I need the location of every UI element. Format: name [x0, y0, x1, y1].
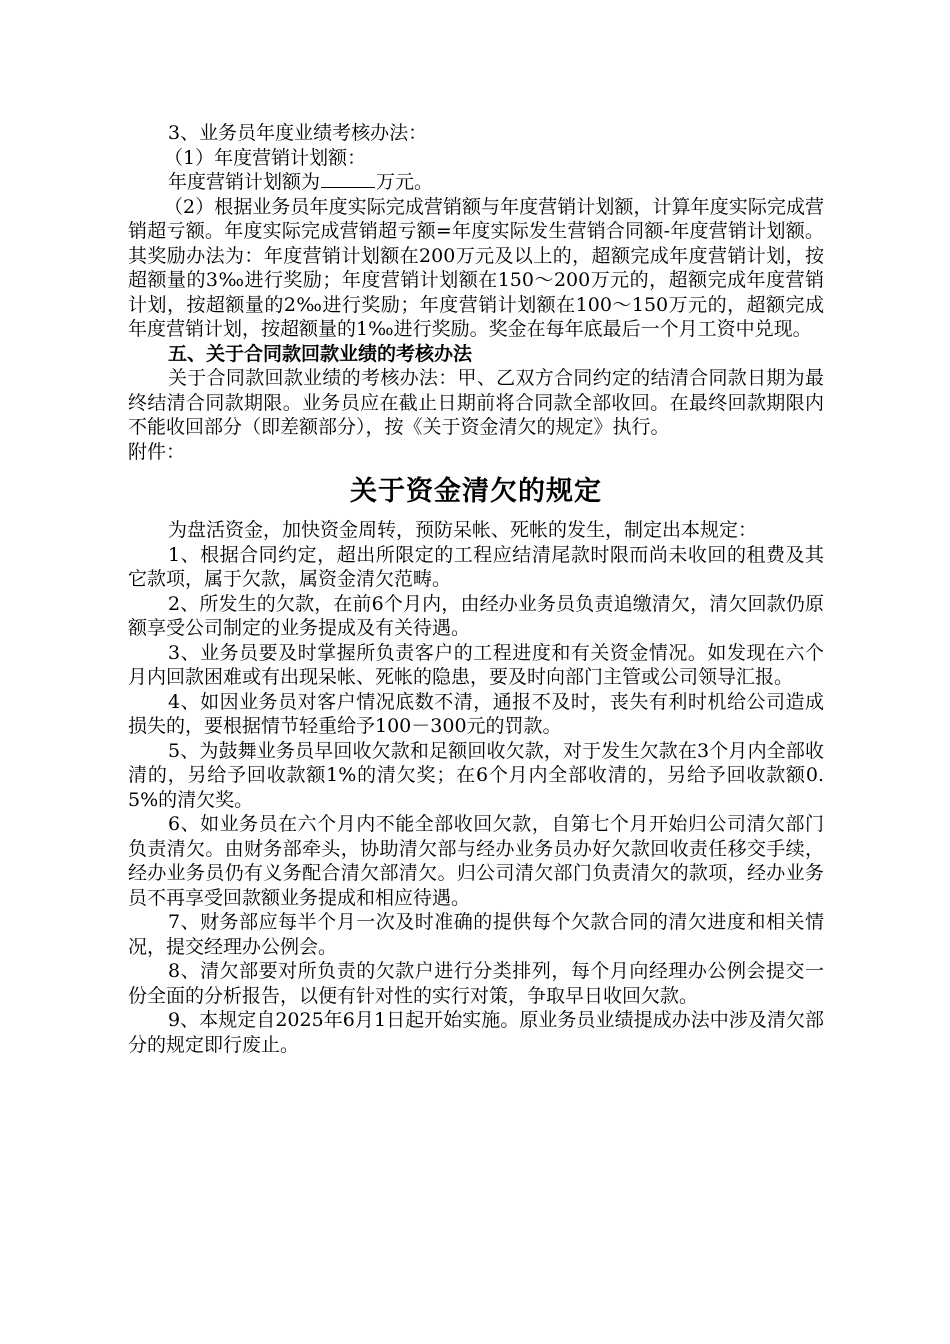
section3-item1-label: （1）年度营销计划额：	[164, 146, 367, 169]
plan-amount-prefix: 年度营销计划额为	[168, 171, 321, 193]
regulation-item: 5、为鼓舞业务员早回收欠款和足额回收欠款，对于发生欠款在3个月内全部收清的，另给予回收款额1%的清欠奖；在6个月内全部收清的，另给予回收款额0.5%的清欠奖。	[128, 739, 824, 811]
section5-heading: 五、关于合同款回款业绩的考核办法	[168, 342, 473, 365]
regulation-item: 9、本规定自2025年6月1日起开始实施。原业务员业绩提成办法中涉及清欠部分的规定即行废止。	[128, 1009, 824, 1056]
plan-amount-blank	[321, 170, 375, 188]
section3-heading: 3、业务员年度业绩考核办法：	[168, 122, 428, 144]
attachment-label: 附件：	[128, 440, 186, 463]
regulation-item: 3、业务员要及时掌握所负责客户的工程进度和有关资金情况。如发现在六个月内回款困难或有出现呆帐、死帐的隐患，要及时向部门主管或公司领导汇报。	[128, 641, 824, 688]
section3-item1-text	[128, 170, 824, 195]
regulation-item: 7、财务部应每半个月一次及时准确的提供每个欠款合同的清欠进度和相关情况，提交经理办公例会。	[128, 911, 824, 958]
regulation-item: 4、如因业务员对客户情况底数不清，通报不及时，丧失有利时机给公司造成损失的，要根据情节轻重给予100－300元的罚款。	[128, 690, 824, 737]
section5-text: 关于合同款回款业绩的考核办法：甲、乙双方合同约定的结清合同款日期为最终结清合同款期限。业务员应在截止日期前将合同款全部收回。在最终回款期限内不能收回部分（即差额部分），按《关于资金清欠的规定》执行。	[128, 367, 824, 438]
regulation-item: 6、如业务员在六个月内不能全部收回欠款，自第七个月开始归公司清欠部门负责清欠。由财务部牵头，协助清欠部与经办业务员办好欠款回收责任移交手续，经办业务员仍有义务配合清欠部清欠。归公司清欠部门负责清欠的款项，经办业务员不再享受回款额业务提成和相应待遇。	[128, 813, 824, 909]
plan-amount-suffix: 万元。	[376, 171, 434, 193]
regulation-item: 2、所发生的欠款，在前6个月内，由经办业务员负责追缴清欠，清欠回款仍原额享受公司制定的业务提成及有关待遇。	[128, 592, 824, 639]
regulation-item: 8、清欠部要对所负责的欠款户进行分类排列，每个月向经理办公例会提交一份全面的分析报告，以便有针对性的实行对策，争取早日收回欠款。	[128, 960, 824, 1007]
document-page	[128, 121, 824, 1057]
regulation-intro: 为盘活资金，加快资金周转，预防呆帐、死帐的发生，制定出本规定：	[168, 519, 758, 541]
regulation-item: 1、根据合同约定，超出所限定的工程应结清尾款时限而尚未收回的租费及其它款项，属于欠款，属资金清欠范畴。	[128, 543, 824, 590]
section3-item2-text: （2）根据业务员年度实际完成营销额与年度营销计划额，计算年度实际完成营销超亏额。年度实际完成营销超亏额=年度实际发生营销合同额-年度营销计划额。其奖励办法为：年度营销计划额在200万元及以上的，超额完成年度营销计划，按超额量的3‰进行奖励；年度营销计划额在150～200万元的，超额完成年度营销计划，按超额量的2‰进行奖励；年度营销计划额在100～150万元的，超额完成年度营销计划，按超额量的1‰进行奖励。奖金在每年底最后一个月工资中兑现。	[128, 195, 824, 340]
regulation-title: 关于资金清欠的规定	[350, 476, 602, 507]
